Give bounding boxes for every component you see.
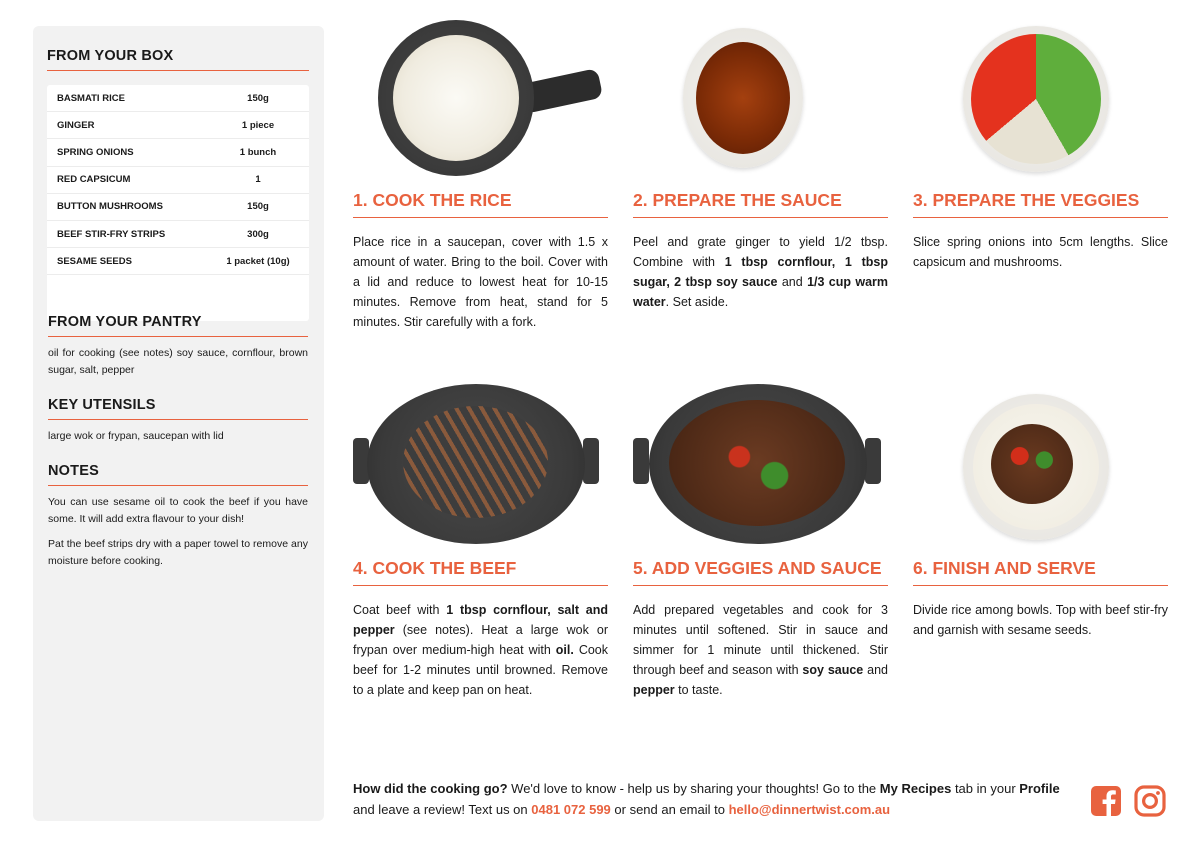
step-text-run: (see notes). Heat a large wok or frypan over medium-high heat with <box>353 623 608 657</box>
ingredients-table <box>47 85 309 321</box>
email-link[interactable]: hello@dinnertwist.com.au <box>728 802 891 817</box>
ingredient-qty: 150g <box>247 201 269 213</box>
step-2-photo <box>633 26 888 171</box>
step-text-run: Peel and grate ginger to yield 1/2 tbsp. Combine with <box>633 235 888 269</box>
step-text-bold: soy sauce <box>802 663 864 677</box>
step-6 <box>913 394 1168 637</box>
step-text-run: and <box>777 275 808 289</box>
step-text-bold: oil. <box>555 643 574 657</box>
step-4 <box>353 394 609 697</box>
from-box-title: FROM YOUR BOX <box>47 48 309 71</box>
footer-text: and leave a review! Text us on <box>353 802 532 817</box>
ingredient-row <box>47 248 309 275</box>
phone-link[interactable]: 0481 072 599 <box>531 802 611 817</box>
instagram-icon[interactable] <box>1134 785 1166 817</box>
step-text-run: Slice spring onions into 5cm lengths. Slice capsicum and mushrooms. <box>913 235 1168 269</box>
ingredient-qty: 1 piece <box>241 119 275 131</box>
note-paragraph: Pat the beef strips dry with a paper towel to remove any moisture before cooking. <box>48 538 308 567</box>
step-5 <box>633 394 888 697</box>
step-1 <box>353 26 608 329</box>
step-6-title: 6. FINISH AND SERVE <box>913 558 1168 586</box>
footer-text: or send an email to <box>610 802 729 817</box>
pantry-text: oil for cooking (see notes) soy sauce, cornflour, brown sugar, salt, pepper <box>48 347 308 376</box>
step-text-run: Add prepared vegetables and cook for 3 minutes until softened. Stir in sauce and simmer for 1 minute until thickened. Stir through beef and season with <box>633 603 888 677</box>
step-text-run: . Set aside. <box>665 295 729 309</box>
ingredient-name: RED CAPSICUM <box>57 174 131 186</box>
step-4-title: 4. COOK THE BEEF <box>353 558 608 586</box>
pantry-title: FROM YOUR PANTRY <box>48 314 308 337</box>
step-text-run: Place rice in a saucepan, cover with 1.5 x amount of water. Bring to the boil. Cover with a lid and reduce to lowest heat for 10-15 minutes. Remove from heat, stand for 5 minutes. Stir carefully with a fork. <box>353 235 608 329</box>
step-text-bold: 1/3 cup warm water <box>633 275 888 309</box>
step-3 <box>913 26 1168 269</box>
step-5-title: 5. ADD VEGGIES AND SAUCE <box>633 558 888 586</box>
step-2-title: 2. PREPARE THE SAUCE <box>633 190 888 218</box>
notes-section <box>48 463 308 578</box>
ingredient-name: GINGER <box>57 119 95 131</box>
step-text-bold: 1 tbsp cornflour, 1 tbsp sugar, 2 tbsp soy sauce <box>633 255 888 289</box>
step-text-run: Cook beef for 1-2 minutes until browned. Remove to a plate and keep pan on heat. <box>353 643 609 697</box>
step-text-run: and <box>863 663 888 677</box>
pantry-section <box>48 314 308 387</box>
ingredient-name: BUTTON MUSHROOMS <box>57 201 163 213</box>
sidebar <box>33 26 324 821</box>
ingredient-qty: 300g <box>247 228 269 240</box>
step-5-text <box>633 600 888 700</box>
feedback-footer <box>353 778 1073 820</box>
step-text-run: to taste. <box>674 683 723 697</box>
ingredient-row <box>47 112 309 139</box>
step-1-photo <box>353 26 608 171</box>
step-3-title: 3. PREPARE THE VEGGIES <box>913 190 1168 218</box>
ingredient-qty: 1 packet (10g) <box>226 255 290 267</box>
ingredient-name: SPRING ONIONS <box>57 146 134 158</box>
step-1-title: 1. COOK THE RICE <box>353 190 608 218</box>
step-text-bold: pepper <box>633 683 675 697</box>
step-3-text <box>913 232 1168 272</box>
step-2 <box>633 26 888 309</box>
ingredient-row <box>47 194 309 221</box>
utensils-section <box>48 397 308 453</box>
utensils-text: large wok or frypan, saucepan with lid <box>48 430 224 442</box>
step-text-bold: 1 tbsp cornflour, salt and pepper <box>353 603 608 637</box>
step-4-text <box>353 600 608 700</box>
step-text-run: Coat beef with <box>353 603 447 617</box>
ingredient-name: BASMATI RICE <box>57 92 125 104</box>
step-1-text <box>353 232 608 332</box>
footer-text: tab in your <box>951 781 1020 796</box>
profile-link[interactable]: Profile <box>1019 781 1060 796</box>
notes-title: NOTES <box>48 463 308 486</box>
utensils-title: KEY UTENSILS <box>48 397 308 420</box>
footer-text: We'd love to know - help us by sharing your thoughts! Go to the <box>507 781 880 796</box>
ingredient-name: BEEF STIR-FRY STRIPS <box>57 228 166 240</box>
ingredient-row <box>47 221 309 248</box>
footer-question: How did the cooking go? <box>353 781 508 796</box>
step-6-text <box>913 600 1168 640</box>
step-text-run: Divide rice among bowls. Top with beef stir-fry and garnish with sesame seeds. <box>913 603 1168 637</box>
step-5-photo <box>633 394 888 539</box>
ingredient-qty: 1 <box>255 174 261 186</box>
ingredient-name: SESAME SEEDS <box>57 255 132 267</box>
ingredient-row <box>47 167 309 194</box>
step-2-text <box>633 232 888 312</box>
note-paragraph: You can use sesame oil to cook the beef if you have some. It will add extra flavour to your dish! <box>48 496 308 525</box>
facebook-icon[interactable] <box>1090 785 1122 817</box>
step-6-photo <box>913 394 1168 539</box>
step-3-photo <box>913 26 1168 171</box>
ingredient-row <box>47 85 309 112</box>
step-4-photo <box>353 394 608 539</box>
ingredient-qty: 1 bunch <box>239 146 277 158</box>
my-recipes-link[interactable]: My Recipes <box>879 781 952 796</box>
ingredient-qty: 150g <box>247 92 269 104</box>
ingredient-row <box>47 139 309 166</box>
